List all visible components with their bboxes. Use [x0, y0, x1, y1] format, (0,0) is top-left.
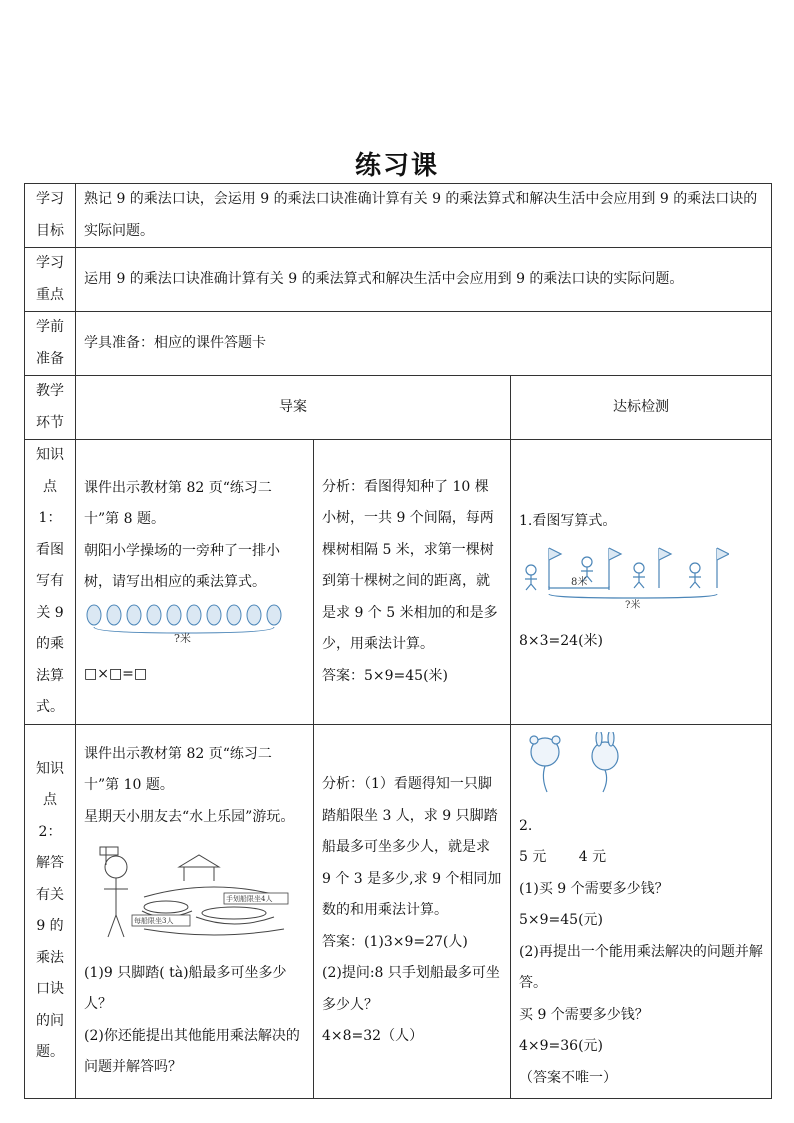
guide-line: 课件出示教材第 82 页“练习二十”第 10 题。 [84, 745, 272, 793]
focus-text: 运用 9 的乘法口诀准确计算有关 9 的乘法算式和解决生活中会应用到 9 的乘法口诀的实际问题。 [76, 248, 772, 312]
label-line: 学习 [36, 191, 64, 207]
guide-line: 朝阳小学操场的一旁种了一排小树，请写出相应的乘法算式。 [84, 542, 280, 591]
page-title: 练习课 [354, 151, 439, 181]
label-line: 准备 [36, 350, 64, 367]
flags-runners-illustration [519, 542, 729, 610]
header-check: 达标检测 [511, 376, 772, 440]
row-label-goal [25, 184, 76, 248]
label-line: 知识 [36, 447, 64, 463]
boat-sign-2: 手划船限坐4人 [226, 895, 273, 903]
guide-line: 星期天小朋友去“水上乐园”游玩。 [84, 808, 295, 825]
row-label-k1 [25, 440, 76, 725]
guide-line: 课件出示教材第 82 页“练习二十”第 8 题。 [84, 479, 272, 528]
label-line: 的问 [36, 1012, 64, 1029]
check-line: (2)再提出一个能用乘法解决的问题并解答。 [519, 943, 763, 991]
row-label-prep [25, 312, 76, 376]
k1-check [511, 440, 772, 725]
k1-guide [76, 440, 314, 725]
header-guide: 导案 [76, 376, 511, 440]
answer-line: 答案：5×9=45(米) [322, 667, 449, 684]
row-prep [25, 312, 772, 376]
row-k2 [25, 724, 772, 1098]
prep-text: 学具准备：相应的课件答题卡 [76, 312, 772, 376]
row-label-focus [25, 248, 76, 312]
check-line: （答案不唯一） [519, 1069, 617, 1086]
k2-analysis [314, 724, 511, 1098]
row-label-header [25, 376, 76, 440]
label-line: 解答 [36, 855, 64, 871]
boat-sign-1: 每船限坐3人 [134, 917, 174, 925]
label-line: 关 9 [36, 604, 64, 621]
tree-distance-label: ?米 [174, 631, 191, 643]
label-line: 教学 [36, 383, 64, 399]
question-line: (1)9 只脚踏( tà)船最多可坐多少人？ [84, 964, 287, 1012]
check-line: (1)买 9 个需要多少钱？ [519, 880, 669, 897]
label-line: 点 2： [38, 792, 62, 840]
question-line: (2)你还能提出其他能用乘法解决的问题并解答吗？ [84, 1027, 300, 1075]
formula-blank: □×□=□ [84, 666, 148, 683]
check-line: 4×9=36(元) [519, 1038, 604, 1054]
label-line: 看图 [36, 541, 64, 558]
k2-guide [76, 724, 314, 1098]
label-line: 点 1： [38, 478, 62, 526]
analysis-line: 分析：（1）看题得知一只脚踏船限坐 3 人，求 9 只脚踏船最多可坐多少人，就是求 9 个 3 是多少,求 9 个相同加数的和用乘法计算。 [322, 776, 502, 919]
check-line: 5×9=45(元) [519, 912, 604, 928]
label-line: 重点 [36, 286, 64, 303]
goal-text: 熟记 9 的乘法口诀，会运用 9 的乘法口诀准确计算有关 9 的乘法算式和解决生活中会应用到 9 的乘法口诀的实际问题。 [76, 184, 772, 248]
price-line: 5 元 4 元 [519, 849, 607, 865]
k2-check [511, 724, 772, 1098]
water-park-illustration [84, 837, 289, 941]
balloons-illustration [519, 732, 639, 794]
label-line: 的乘 [36, 636, 64, 652]
label-line: 环节 [36, 414, 64, 431]
label-line: 法算 [36, 667, 64, 684]
check-title: 1.看图写算式。 [519, 513, 617, 529]
row-focus [25, 248, 772, 312]
flag-distance-label: 8米 [571, 576, 588, 588]
total-distance-label: ?米 [625, 599, 641, 610]
row-goal [25, 184, 772, 248]
label-line: 目标 [36, 222, 64, 239]
row-header [25, 376, 772, 440]
label-line: 有关 [36, 886, 64, 903]
label-line: 9 的 [36, 918, 64, 934]
row-k1 [25, 440, 772, 725]
label-line: 学前 [36, 319, 64, 335]
analysis-line: 分析：看图得知种了 10 棵小树，一共 9 个间隔，每两棵树相隔 5 米，求第一棵树到第十棵树之间的距离，就是求 9 个 5 米相加的和是多少，用乘法计算。 [322, 478, 498, 652]
tree-row-illustration [84, 603, 284, 643]
check-line: 买 9 个需要多少钱？ [519, 1006, 649, 1023]
label-line: 知识 [36, 760, 64, 777]
label-line: 题。 [36, 1044, 64, 1060]
answer-line: 答案：(1)3×9=27(人) [322, 933, 468, 950]
lesson-table [24, 183, 772, 1099]
label-line: 乘法 [36, 949, 64, 966]
k1-analysis [314, 440, 511, 725]
label-line: 写有 [36, 573, 64, 589]
answer-line: (2)提问:8 只手划船最多可坐多少人？ [322, 965, 500, 1013]
row-label-k2 [25, 724, 76, 1098]
check-line: 2. [519, 817, 533, 834]
label-line: 学习 [36, 255, 64, 271]
answer-line: 4×8=32（人） [322, 1028, 424, 1045]
check-answer: 8×3=24(米) [519, 633, 604, 649]
label-line: 口诀 [36, 981, 64, 997]
label-line: 式。 [36, 699, 64, 715]
